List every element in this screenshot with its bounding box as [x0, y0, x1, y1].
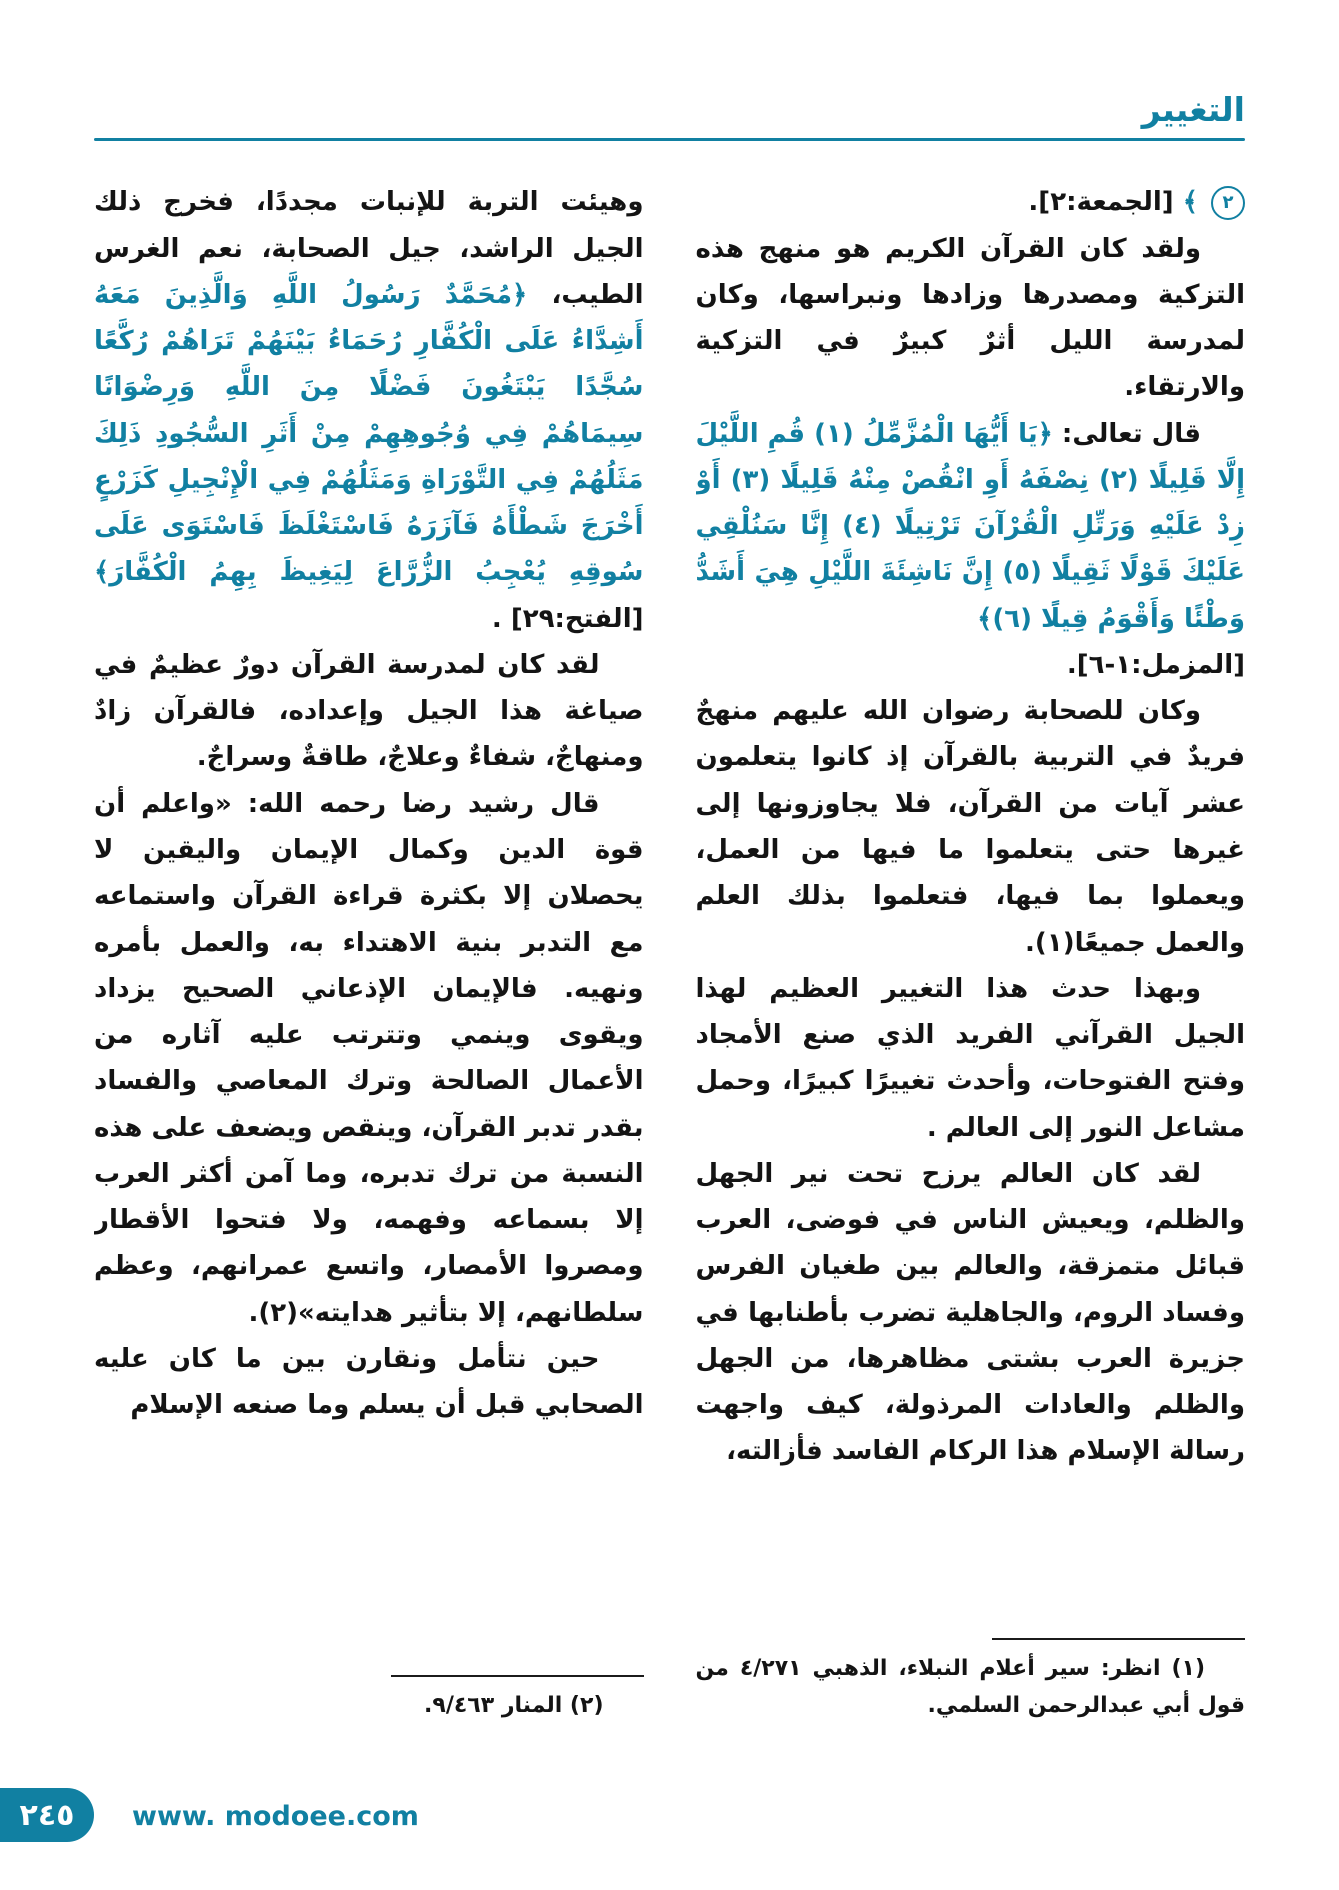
footnote-rule	[992, 1638, 1245, 1640]
footnote-1-text: (١) انظر: سير أعلام النبلاء، الذهبي ٤/٢٧١ من قول أبي عبدالرحمن السلمي.	[695, 1655, 1245, 1718]
paragraph-quran-school: لقد كان لمدرسة القرآن دورٌ عظيمٌ في صياغة هذا الجيل وإعداده، فالقرآن زادٌ ومنهاجٌ، شفاءٌ وعلاجٌ، طاقةٌ وسراجٌ.	[94, 649, 644, 773]
verse-reference-muzzammil: [المزمل:١-٦].	[1066, 649, 1245, 680]
paragraph-rashid-rida-quote: قال رشيد رضا رحمه الله: «واعلم أن قوة الدين وكمال الإيمان واليقين لا يحصلان إلا بكثرة قراءة القرآن واستماعه مع التدبر بنية الاهتداء به، والعمل بأمره ونهيه. فالإيمان الإذعاني الصحيح يزداد ويقوى وينمي وتترتب عليه آثاره من الأعمال الصالحة وترك المعاصي والفساد بقدر تدبر القرآن، وينقص ويضعف على هذه النسبة من ترك تدبره، وما آمن أكثر العرب إلا بسماعه وفهمه، ولا فتحوا الأقطار ومصروا الأمصار، واتسع عمرانهم، وعظم سلطانهم، إلا بتأثير هدايته»(٢).	[94, 788, 644, 1328]
paragraph-soil-intro: وهيئت التربة للإنبات مجددًا، فخرج ذلك الجيل الراشد، جيل الصحابة، نعم الغرس الطيب،	[94, 187, 644, 310]
page-number-badge: ٢٤٥	[0, 1788, 94, 1842]
chapter-title: التغيير	[1141, 90, 1245, 129]
quran-verse-muzzammil: ﴿يَا أَيُّهَا الْمُزَّمِّلُ (١) قُمِ اللَّيْلَ إِلَّا قَلِيلًا (٢) نِصْفَهُ أَوِ انْقُصْ مِنْهُ قَلِيلًا (٣) أَوْ زِدْ عَلَيْهِ وَرَتِّلِ الْقُرْآنَ تَرْتِيلًا (٤) إِنَّا سَنُلْقِي عَلَيْكَ قَوْلًا ثَقِيلًا (٥) إِنَّ نَاشِئَةَ اللَّيْلِ هِيَ أَشَدُّ وَطْئًا وَأَقْوَمُ قِيلًا (٦)﴾	[695, 418, 1245, 634]
footnote-rule	[391, 1675, 644, 1677]
verse-end-line	[696, 179, 1246, 225]
footnote-2	[94, 1669, 644, 1724]
left-column	[94, 179, 644, 1724]
verse-reference-fath: [الفتح:٢٩] .	[491, 603, 644, 634]
qala-taala-label: قال تعالى:	[1052, 418, 1201, 449]
paragraph-world-state: لقد كان العالم يرزح تحت نير الجهل والظلم، ويعيش الناس في فوضى، العرب قبائل متمزقة، والعالم بين طغيان الفرس وفساد الروم، والجاهلية تضرب بأطنابها في جزيرة العرب بشتى مظاهرها، من الجهل والظلم والعادات المرذولة، كيف واجهت رسالة الإسلام هذا الركام الفاسد فأزالته،	[695, 1158, 1245, 1467]
quran-close-bracket: ﴾	[1182, 187, 1198, 218]
header-rule	[94, 138, 1245, 141]
paragraph-soil-generation	[94, 179, 644, 642]
paragraph-sahabah-method: وكان للصحابة رضوان الله عليهم منهجٌ فريدٌ في التربية بالقرآن إذ كانوا يتعلمون عشر آيات من القرآن، فلا يجاوزونها إلى غيرها حتى يتعلموا ما فيها من العمل، ويعملوا بما فيها، فتعلموا بذلك العلم والعمل جميعًا(١).	[695, 696, 1245, 958]
ayah-number-ornament: ٢	[1211, 186, 1245, 220]
paragraph-great-change: وبهذا حدث هذا التغيير العظيم لهذا الجيل القرآني الفريد الذي صنع الأمجاد وفتح الفتوحات، وأحدث تغييرًا كبيرًا، وحمل مشاعل النور إلى العالم .	[695, 973, 1245, 1143]
text-columns	[94, 179, 1245, 1724]
paragraph-qala-taala	[696, 411, 1246, 642]
right-column	[696, 179, 1246, 1724]
paragraph-tazkiyah: ولقد كان القرآن الكريم هو منهج هذه التزكية ومصدرها وزادها ونبراسها، وكان لمدرسة الليل أثرٌ كبيرٌ في التزكية والارتقاء.	[695, 233, 1245, 403]
paragraph-comparison: حين نتأمل ونقارن بين ما كان عليه الصحابي قبل أن يسلم وما صنعه الإسلام	[94, 1343, 644, 1421]
footnote-1	[696, 1632, 1246, 1725]
website-link[interactable]: www. modoee.com	[132, 1801, 419, 1832]
page-header	[94, 92, 1245, 141]
footnote-2-text: (٢) المنار ٩/٤٦٣.	[424, 1692, 604, 1718]
quran-verse-fath: ﴿مُحَمَّدٌ رَسُولُ اللَّهِ وَالَّذِينَ مَعَهُ أَشِدَّاءُ عَلَى الْكُفَّارِ رُحَمَاءُ بَيْنَهُمْ تَرَاهُمْ رُكَّعًا سُجَّدًا يَبْتَغُونَ فَضْلًا مِنَ اللَّهِ وَرِضْوَانًا سِيمَاهُمْ فِي وُجُوهِهِمْ مِنْ أَثَرِ السُّجُودِ ذَلِكَ مَثَلُهُمْ فِي التَّوْرَاةِ وَمَثَلُهُمْ فِي الْإِنْجِيلِ كَزَرْعٍ أَخْرَجَ شَطْأَهُ فَآزَرَهُ فَاسْتَغْلَظَ فَاسْتَوَى عَلَى سُوقِهِ يُعْجِبُ الزُّرَّاعَ لِيَغِيظَ بِهِمُ الْكُفَّارَ﴾	[94, 279, 644, 588]
verse-reference-jumuah: [الجمعة:٢].	[1028, 187, 1174, 218]
